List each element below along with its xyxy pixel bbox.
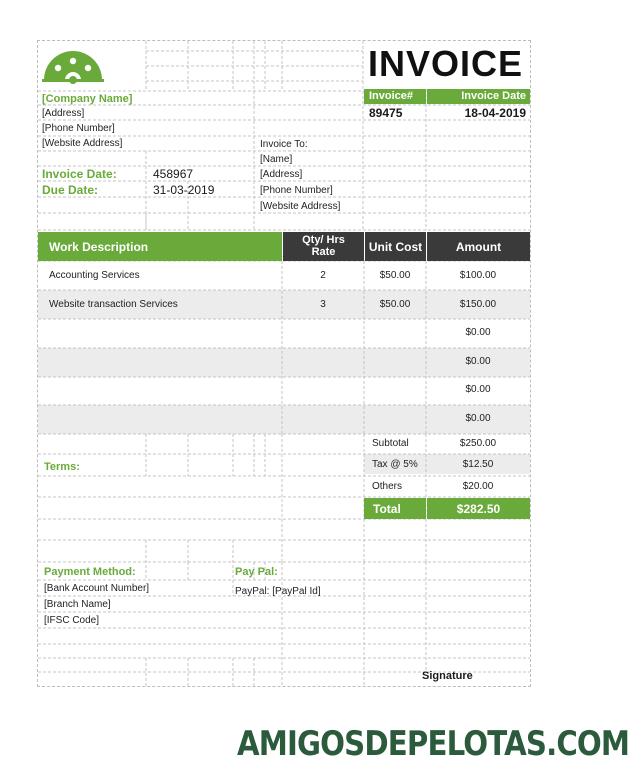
invoice-sheet bbox=[37, 40, 531, 687]
tax-label: Tax @ 5% bbox=[372, 459, 418, 470]
item-unit-cost: $50.00 bbox=[379, 270, 411, 281]
invoice-to-website: [Website Address] bbox=[260, 201, 341, 212]
total-label-cell bbox=[364, 498, 426, 519]
total-value-cell bbox=[427, 498, 530, 519]
item-amount: $0.00 bbox=[465, 327, 491, 338]
company-phone: [Phone Number] bbox=[42, 123, 115, 134]
item-amount: $0.00 bbox=[465, 413, 491, 424]
item-unit-cost: $50.00 bbox=[379, 299, 411, 310]
signature-label: Signature bbox=[422, 670, 473, 682]
payment-method-label: Payment Method: bbox=[44, 566, 136, 578]
tax-value: $12.50 bbox=[462, 459, 494, 470]
invoice-to-name: [Name] bbox=[260, 154, 293, 165]
branch-name: [Branch Name] bbox=[44, 599, 111, 610]
company-website: [Website Address] bbox=[42, 138, 123, 149]
item-qty: 2 bbox=[320, 270, 326, 281]
paypal-label: Pay Pal: bbox=[235, 566, 278, 578]
terms-label: Terms: bbox=[44, 461, 80, 473]
invoice-date-value: 18-04-2019 bbox=[464, 106, 526, 120]
invoice-date-field-value: 458967 bbox=[153, 167, 194, 181]
company-logo bbox=[42, 50, 104, 86]
bank-account: [Bank Account Number] bbox=[44, 583, 150, 594]
company-name: [Company Name] bbox=[42, 93, 133, 105]
item-amount: $0.00 bbox=[465, 384, 491, 395]
item-amount: $0.00 bbox=[465, 356, 491, 367]
invoice-to-label: Invoice To: bbox=[260, 139, 308, 150]
invoice-to-phone: [Phone Number] bbox=[260, 185, 333, 196]
invoice-date-header bbox=[427, 89, 530, 104]
invoice-number-label: Invoice# bbox=[369, 90, 414, 102]
total-label: Total bbox=[373, 502, 401, 516]
invoice-number-header bbox=[364, 89, 426, 104]
paypal-id: PayPal: [PayPal Id] bbox=[235, 586, 321, 597]
work-description-label: Work Description bbox=[49, 240, 149, 254]
subtotal-label: Subtotal bbox=[372, 438, 409, 449]
qty-label: Qty/ Hrs Rate bbox=[302, 234, 345, 258]
work-description-header bbox=[38, 232, 282, 261]
others-label: Others bbox=[372, 481, 403, 492]
invoice-title: INVOICE bbox=[368, 43, 524, 84]
unit-cost-header bbox=[365, 232, 426, 261]
item-amount: $150.00 bbox=[459, 299, 497, 310]
others-value: $20.00 bbox=[462, 481, 494, 492]
item-description: Accounting Services bbox=[49, 270, 140, 281]
ifsc-code: [IFSC Code] bbox=[44, 615, 100, 626]
due-date-value: 31-03-2019 bbox=[153, 183, 215, 197]
item-amount: $100.00 bbox=[459, 270, 497, 281]
qty-header bbox=[283, 232, 364, 261]
invoice-number-value: 89475 bbox=[369, 106, 403, 120]
amount-header bbox=[427, 232, 530, 261]
company-address: [Address] bbox=[42, 108, 85, 119]
invoice-date-label: Invoice Date bbox=[461, 90, 526, 102]
total-value: $282.50 bbox=[456, 502, 501, 516]
amount-label: Amount bbox=[455, 240, 502, 254]
due-date-label: Due Date: bbox=[42, 183, 99, 197]
invoice-to-address: [Address] bbox=[260, 169, 303, 180]
item-qty: 3 bbox=[320, 299, 326, 310]
subtotal-value: $250.00 bbox=[459, 438, 497, 449]
watermark-text: AMIGOSDEPELOTAS.COM bbox=[237, 724, 629, 764]
invoice-date-field-label: Invoice Date: bbox=[42, 167, 117, 181]
item-description: Website transaction Services bbox=[49, 299, 178, 310]
unit-cost-label: Unit Cost bbox=[368, 240, 423, 254]
